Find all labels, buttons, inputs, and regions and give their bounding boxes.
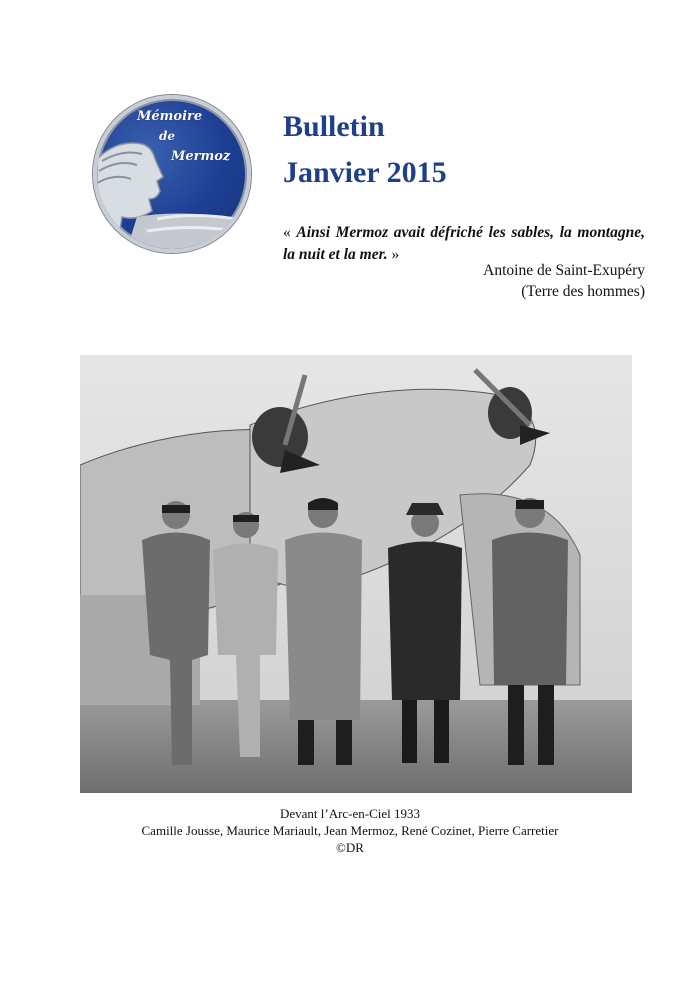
photo-caption-title: Devant l’Arc-en-Ciel 1933 (279, 806, 421, 821)
quote-author: Antoine de Saint-Exupéry (483, 262, 645, 279)
logo-text-mermoz: Mermoz (171, 149, 231, 164)
bulletin-title: Bulletin (283, 110, 385, 143)
logo-text-memoire: Mémoire (137, 109, 203, 124)
quote-close-mark: » (387, 246, 400, 263)
photo-caption-names: Camille Jousse, Maurice Mariault, Jean Mermoz, René Cozinet, Pierre Carretier (141, 823, 559, 838)
logo-text-de: de (159, 129, 176, 143)
epigraph-quote (283, 222, 645, 266)
bulletin-date: Janvier 2015 (283, 156, 447, 189)
photo-credit: ©DR (336, 840, 364, 855)
quote-text: Ainsi Mermoz avait défriché les sables, la montagne, la nuit et la mer. (283, 224, 645, 263)
memoire-de-mermoz-logo (93, 95, 251, 253)
quote-open-mark: « (283, 224, 297, 241)
quote-source: (Terre des hommes) (521, 283, 645, 300)
historic-photo (80, 355, 632, 793)
